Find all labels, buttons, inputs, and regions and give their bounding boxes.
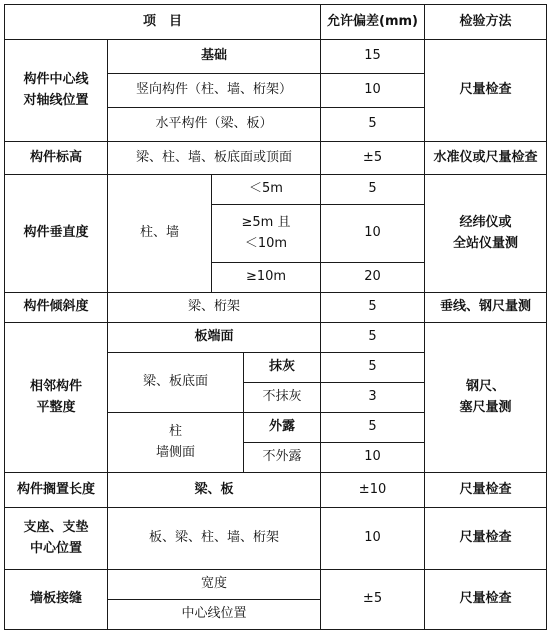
wall-joint-label: 墙板接缝	[5, 570, 108, 630]
bearing-length-value: ±10	[321, 473, 425, 508]
wall-joint-value: ±5	[321, 570, 425, 630]
wall-joint-centerline: 中心线位置	[108, 600, 321, 630]
bearing-length-label: 构件搁置长度	[5, 473, 108, 508]
beam-slab-bottom-cell: 梁、板底面	[108, 353, 244, 413]
exposed-cell: 外露	[244, 413, 321, 443]
verticality-method: 经纬仪或 全站仪量测	[425, 175, 547, 293]
slab-end-cell: 板端面	[108, 323, 321, 353]
elevation-value: ±5	[321, 142, 425, 175]
header-item: 项 目	[5, 5, 321, 40]
vertical-members-value: 10	[321, 74, 425, 108]
header-row	[5, 5, 547, 40]
verticality-value-3: 20	[321, 263, 425, 293]
verticality-value-2: 10	[321, 205, 425, 263]
unexposed-value: 10	[321, 443, 425, 473]
table-row	[5, 40, 547, 74]
support-center-method: 尺量检查	[425, 508, 547, 570]
elevation-method: 水准仪或尺量检查	[425, 142, 547, 175]
foundation-cell: 基础	[108, 40, 321, 74]
unplastered-cell: 不抹灰	[244, 383, 321, 413]
slab-end-value: 5	[321, 323, 425, 353]
table-row	[5, 473, 547, 508]
horizontal-members-value: 5	[321, 108, 425, 142]
wall-joint-method: 尺量检查	[425, 570, 547, 630]
column-wall-side-cell: 柱 墙侧面	[108, 413, 244, 473]
axis-position-label: 构件中心线 对轴线位置	[5, 40, 108, 142]
wall-joint-width: 宽度	[108, 570, 321, 600]
elevation-label: 构件标高	[5, 142, 108, 175]
unexposed-cell: 不外露	[244, 443, 321, 473]
plastered-value: 5	[321, 353, 425, 383]
verticality-cond-2: ≥5m 且 ＜10m	[212, 205, 321, 263]
inclination-method: 垂线、钢尺量测	[425, 293, 547, 323]
support-center-value: 10	[321, 508, 425, 570]
table-row	[5, 175, 547, 205]
elevation-scope: 梁、柱、墙、板底面或顶面	[108, 142, 321, 175]
plastered-cell: 抹灰	[244, 353, 321, 383]
header-method: 检验方法	[425, 5, 547, 40]
table-row	[5, 323, 547, 353]
verticality-members: 柱、墙	[108, 175, 212, 293]
bearing-length-method: 尺量检查	[425, 473, 547, 508]
support-center-label: 支座、支垫 中心位置	[5, 508, 108, 570]
header-tolerance: 允许偏差(mm)	[321, 5, 425, 40]
table-row	[5, 293, 547, 323]
verticality-value-1: 5	[321, 175, 425, 205]
inclination-label: 构件倾斜度	[5, 293, 108, 323]
flatness-method: 钢尺、 塞尺量测	[425, 323, 547, 473]
inclination-scope: 梁、桁架	[108, 293, 321, 323]
table-row	[5, 570, 547, 600]
support-center-scope: 板、梁、柱、墙、桁架	[108, 508, 321, 570]
foundation-value: 15	[321, 40, 425, 74]
exposed-value: 5	[321, 413, 425, 443]
axis-position-method: 尺量检查	[425, 40, 547, 142]
unplastered-value: 3	[321, 383, 425, 413]
bearing-length-scope: 梁、板	[108, 473, 321, 508]
verticality-label: 构件垂直度	[5, 175, 108, 293]
vertical-members-cell: 竖向构件（柱、墙、桁架）	[108, 74, 321, 108]
flatness-label: 相邻构件 平整度	[5, 323, 108, 473]
horizontal-members-cell: 水平构件（梁、板）	[108, 108, 321, 142]
verticality-cond-3: ≥10m	[212, 263, 321, 293]
tolerance-table	[4, 4, 547, 630]
verticality-cond-1: ＜5m	[212, 175, 321, 205]
inclination-value: 5	[321, 293, 425, 323]
table-row	[5, 142, 547, 175]
table-row	[5, 508, 547, 570]
